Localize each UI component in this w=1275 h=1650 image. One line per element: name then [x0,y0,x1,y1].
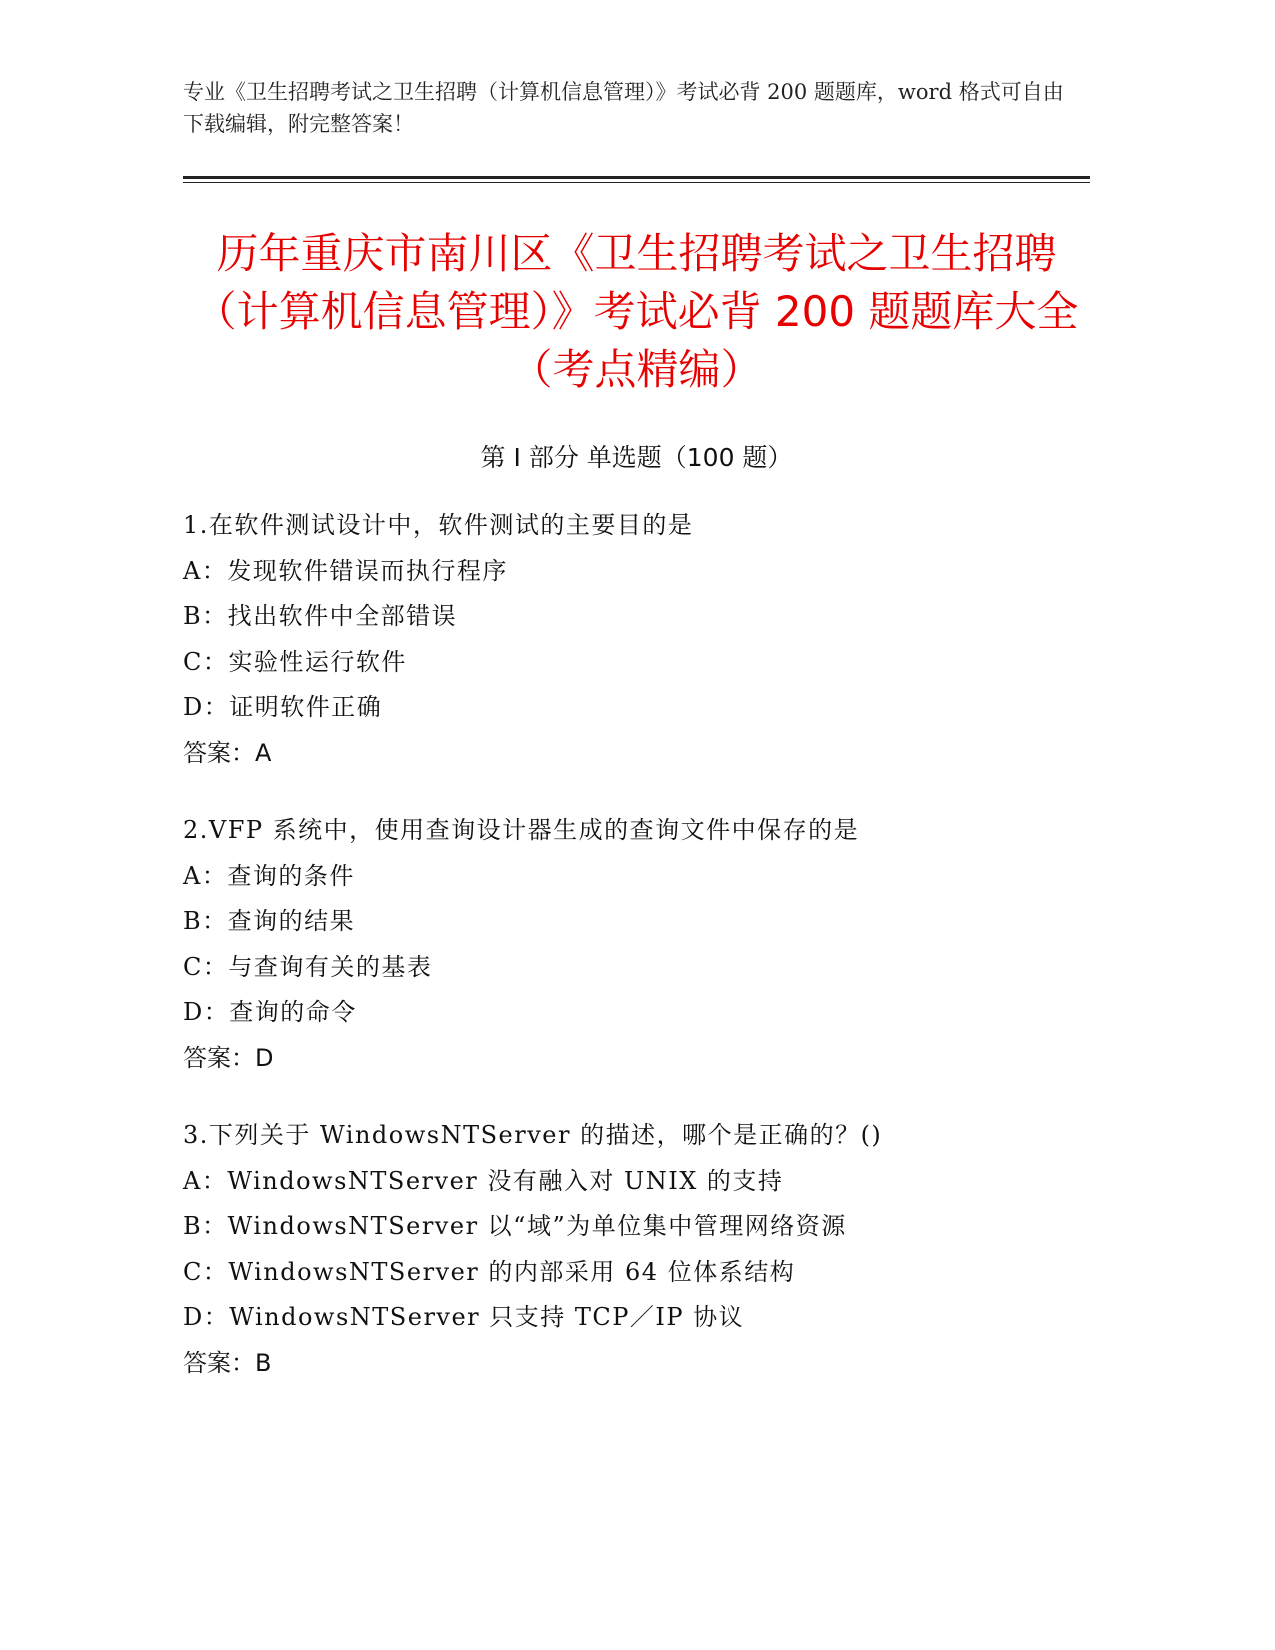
option-d: D：WindowsNTServer 只支持 TCP／IP 协议 [183,1303,745,1331]
header-rule-thick [183,176,1090,179]
question-3 [183,1113,1083,1386]
option-c: C：与查询有关的基表 [183,952,433,981]
option-d: D：查询的命令 [183,998,357,1026]
header-note: 专业《卫生招聘考试之卫生招聘（计算机信息管理）》考试必背 200 题题库，word 格式可自由下载编辑，附完整答案！ [183,80,1064,136]
option-c: C：实验性运行软件 [183,647,407,676]
section-title: 第 I 部分 单选题（100 题） [480,443,793,472]
question-stem: 1.在软件测试设计中，软件测试的主要目的是 [183,511,694,539]
answer: 答案：D [183,1043,274,1072]
question-stem: 3.下列关于 WindowsNTServer 的描述，哪个是正确的？() [183,1121,883,1149]
option-b: B：查询的结果 [183,907,356,935]
option-a: A：WindowsNTServer 没有融入对 UNIX 的支持 [183,1166,784,1195]
option-b: B：WindowsNTServer 以“域”为单位集中管理网络资源 [183,1212,847,1240]
option-b: B：找出软件中全部错误 [183,602,458,630]
question-stem: 2.VFP 系统中，使用查询设计器生成的查询文件中保存的是 [183,816,860,844]
option-a: A：发现软件错误而执行程序 [183,556,508,585]
option-a: A：查询的条件 [183,861,355,890]
question-2 [183,808,1083,1081]
document-title: 历年重庆市南川区《卫生招聘考试之卫生招聘（计算机信息管理）》考试必背 200 题题库大全（考点精编） [194,229,1079,394]
answer: 答案：B [183,1348,272,1377]
question-1 [183,503,1083,776]
option-d: D：证明软件正确 [183,693,383,721]
header-rule-thin [183,182,1090,183]
option-c: C：WindowsNTServer 的内部采用 64 位体系结构 [183,1257,796,1286]
answer: 答案：A [183,738,272,767]
